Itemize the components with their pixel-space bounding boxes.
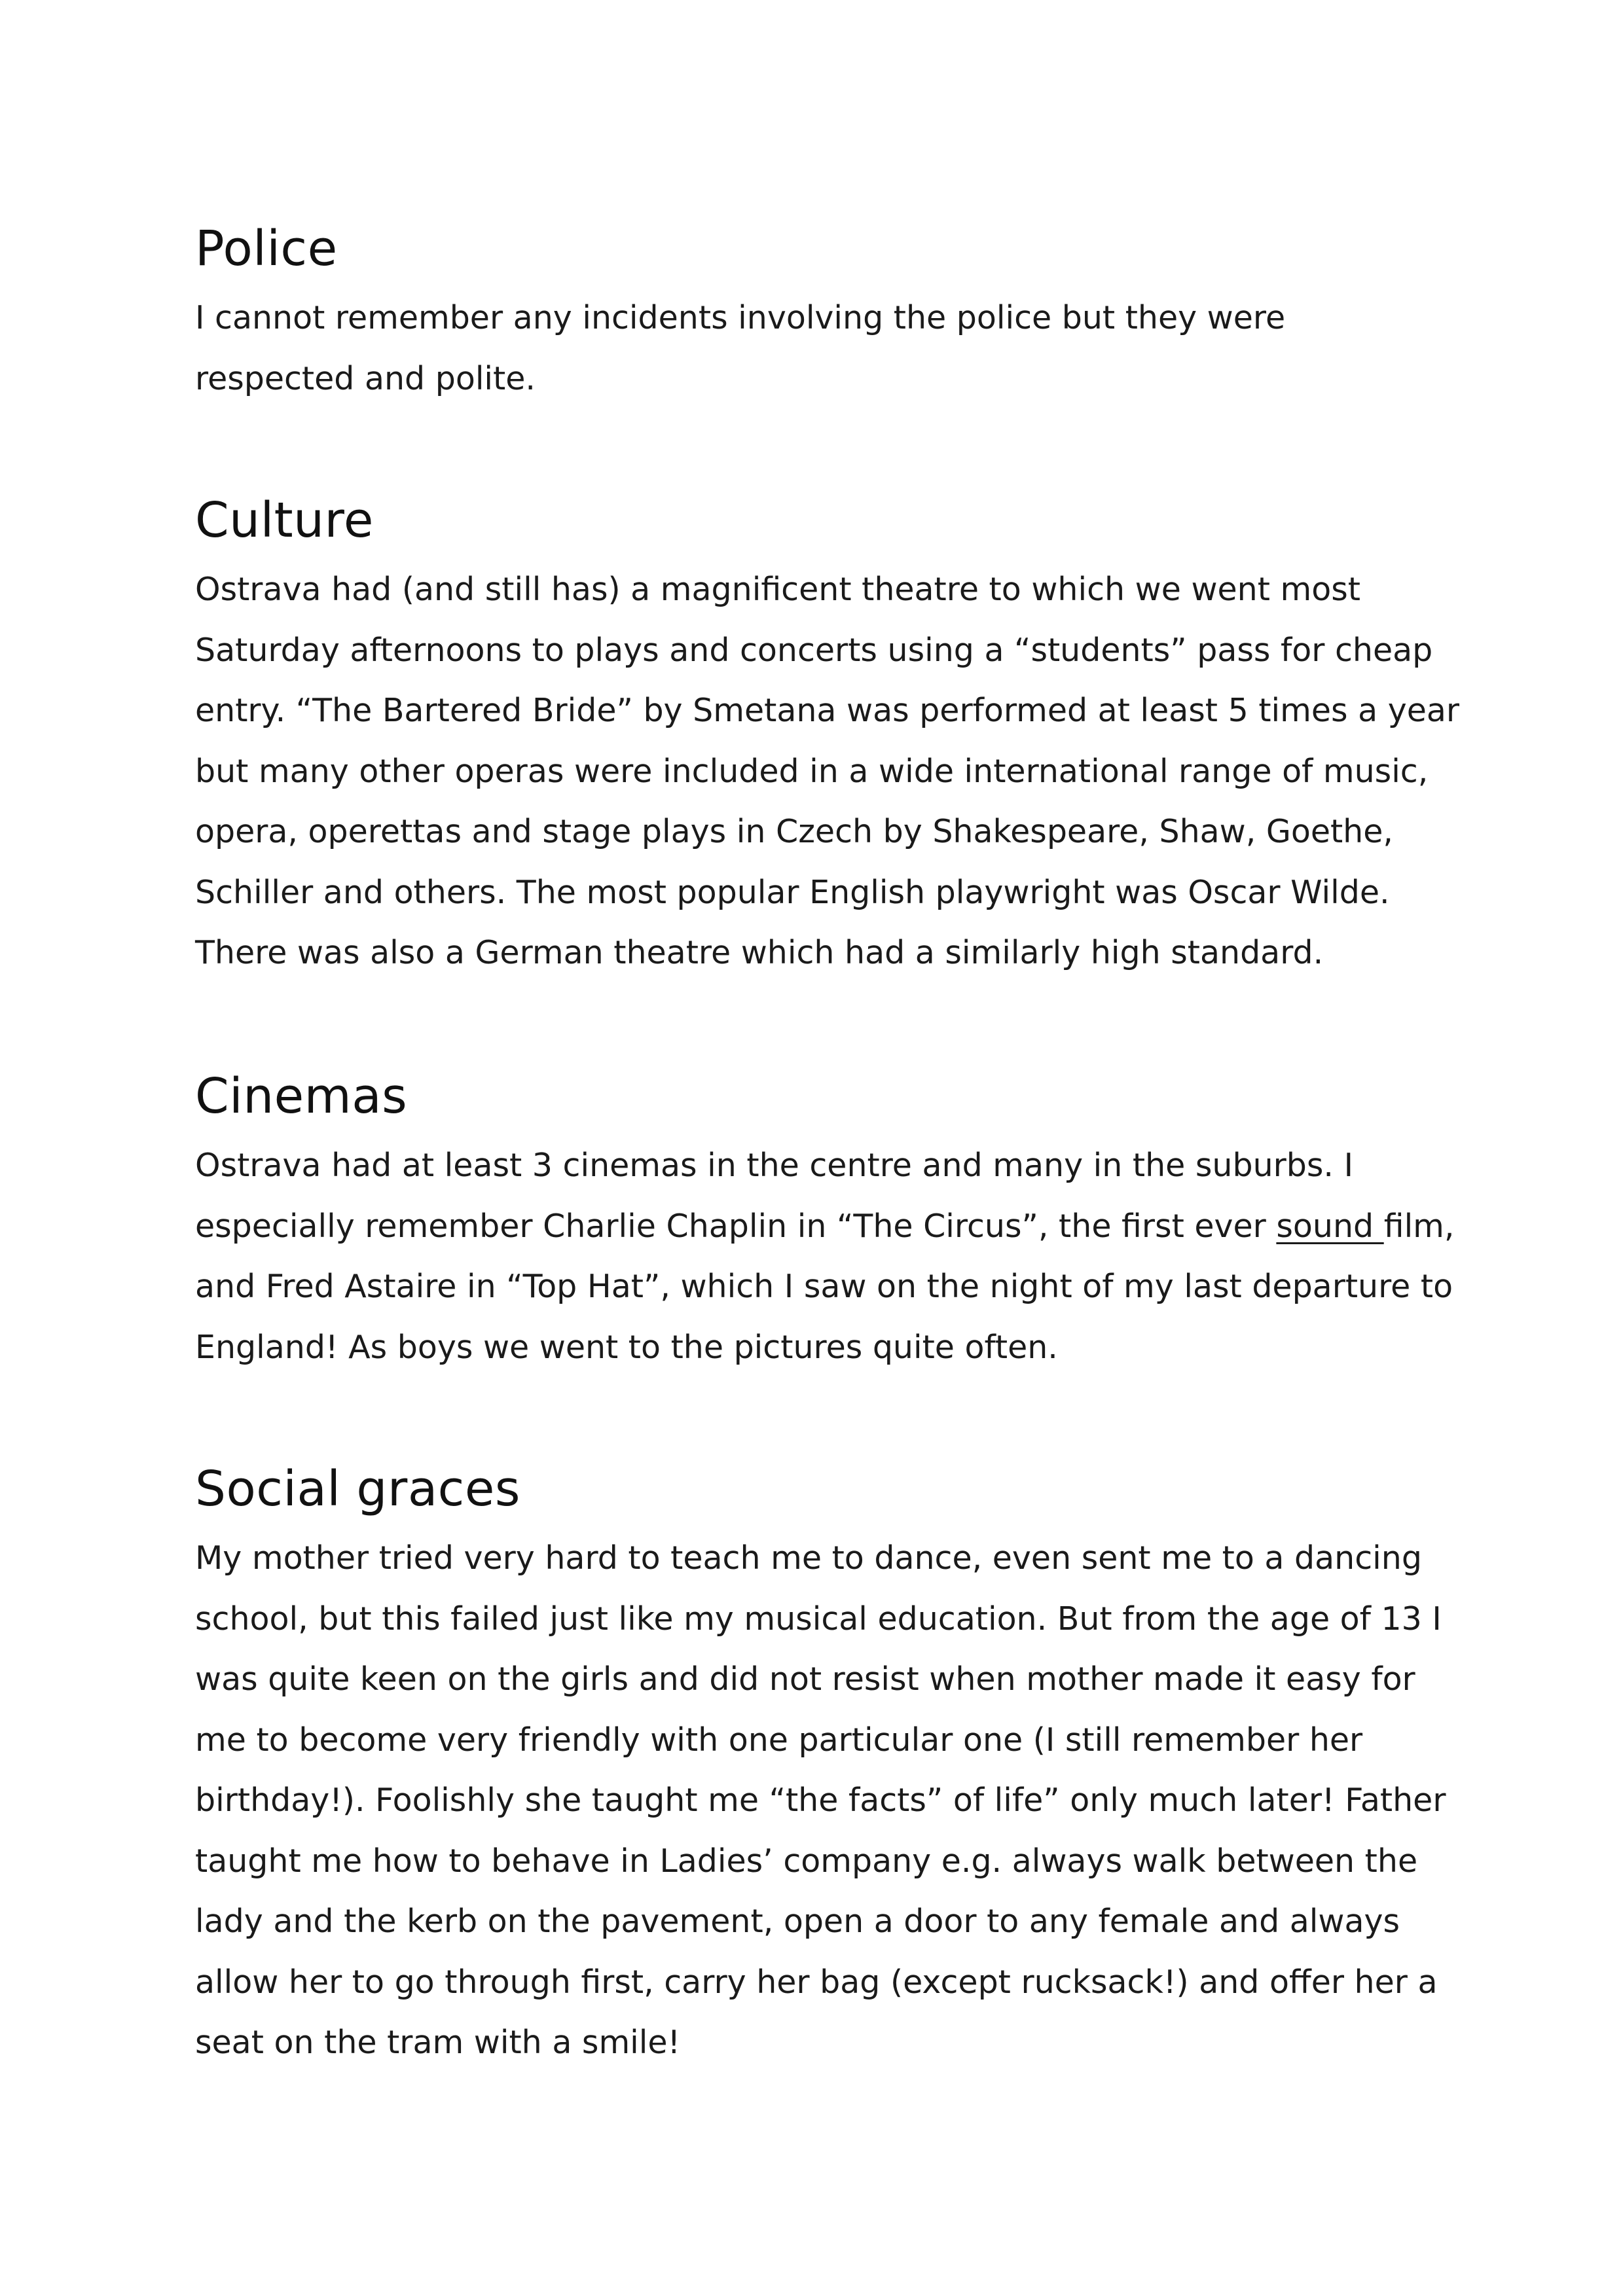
section-heading-cinemas: Cinemas xyxy=(195,1068,408,1124)
text-line: lady and the kerb on the pavement, open a door to any female and always xyxy=(195,1903,1400,1940)
text-line: was quite keen on the girls and did not resist when mother made it easy for xyxy=(195,1660,1415,1698)
text-line: There was also a German theatre which had a similarly high standard. xyxy=(195,934,1324,971)
text-line: Ostrava had at least 3 cinemas in the centre and many in the suburbs. I xyxy=(195,1147,1354,1184)
text-fragment: film, xyxy=(1383,1207,1455,1245)
section-heading-police: Police xyxy=(195,221,338,277)
text-line: birthday!). Foolishly she taught me “the facts” of life” only much later! Father xyxy=(195,1782,1446,1819)
section-cinemas xyxy=(195,1060,1478,1378)
section-paragraph-cinemas xyxy=(195,1136,1478,1378)
text-line: England! As boys we went to the pictures quite often. xyxy=(195,1328,1058,1366)
text-line: entry. “The Bartered Bride” by Smetana was performed at least 5 times a year xyxy=(195,692,1460,729)
section-heading-social-graces: Social graces xyxy=(195,1461,520,1517)
text-line: me to become very friendly with one particular one (I still remember her xyxy=(195,1721,1363,1759)
text-line: taught me how to behave in Ladies’ company e.g. always walk between the xyxy=(195,1842,1418,1880)
text-line: Schiller and others. The most popular English playwright was Oscar Wilde. xyxy=(195,873,1390,911)
section-police xyxy=(195,213,1478,409)
section-paragraph-social-graces xyxy=(195,1528,1478,2073)
underlined-word-sound: sound xyxy=(1276,1207,1384,1245)
text-line: seat on the tram with a smile! xyxy=(195,2024,681,2061)
text-line: school, but this failed just like my musical education. But from the age of 13 I xyxy=(195,1600,1442,1638)
text-line: but many other operas were included in a wide international range of music, xyxy=(195,752,1429,790)
text-line: Saturday afternoons to plays and concerts using a “students” pass for cheap xyxy=(195,631,1433,669)
section-culture xyxy=(195,484,1478,984)
section-social-graces xyxy=(195,1453,1478,2073)
text-line: allow her to go through first, carry her bag (except rucksack!) and offer her a xyxy=(195,1963,1438,2001)
text-line: I cannot remember any incidents involving the police but they were xyxy=(195,299,1286,336)
text-fragment: especially remember Charlie Chaplin in “The Circus”, the first ever xyxy=(195,1207,1277,1245)
text-line: and Fred Astaire in “Top Hat”, which I saw on the night of my last departure to xyxy=(195,1268,1453,1305)
text-line: My mother tried very hard to teach me to dance, even sent me to a dancing xyxy=(195,1539,1422,1577)
text-line xyxy=(195,1196,1478,1257)
section-paragraph-culture xyxy=(195,560,1478,984)
section-heading-culture: Culture xyxy=(195,492,374,548)
text-line: respected and polite. xyxy=(195,359,536,397)
text-line: opera, operettas and stage plays in Czech by Shakespeare, Shaw, Goethe, xyxy=(195,813,1393,850)
section-paragraph-police xyxy=(195,288,1478,409)
text-line: Ostrava had (and still has) a magnificent theatre to which we went most xyxy=(195,571,1360,608)
